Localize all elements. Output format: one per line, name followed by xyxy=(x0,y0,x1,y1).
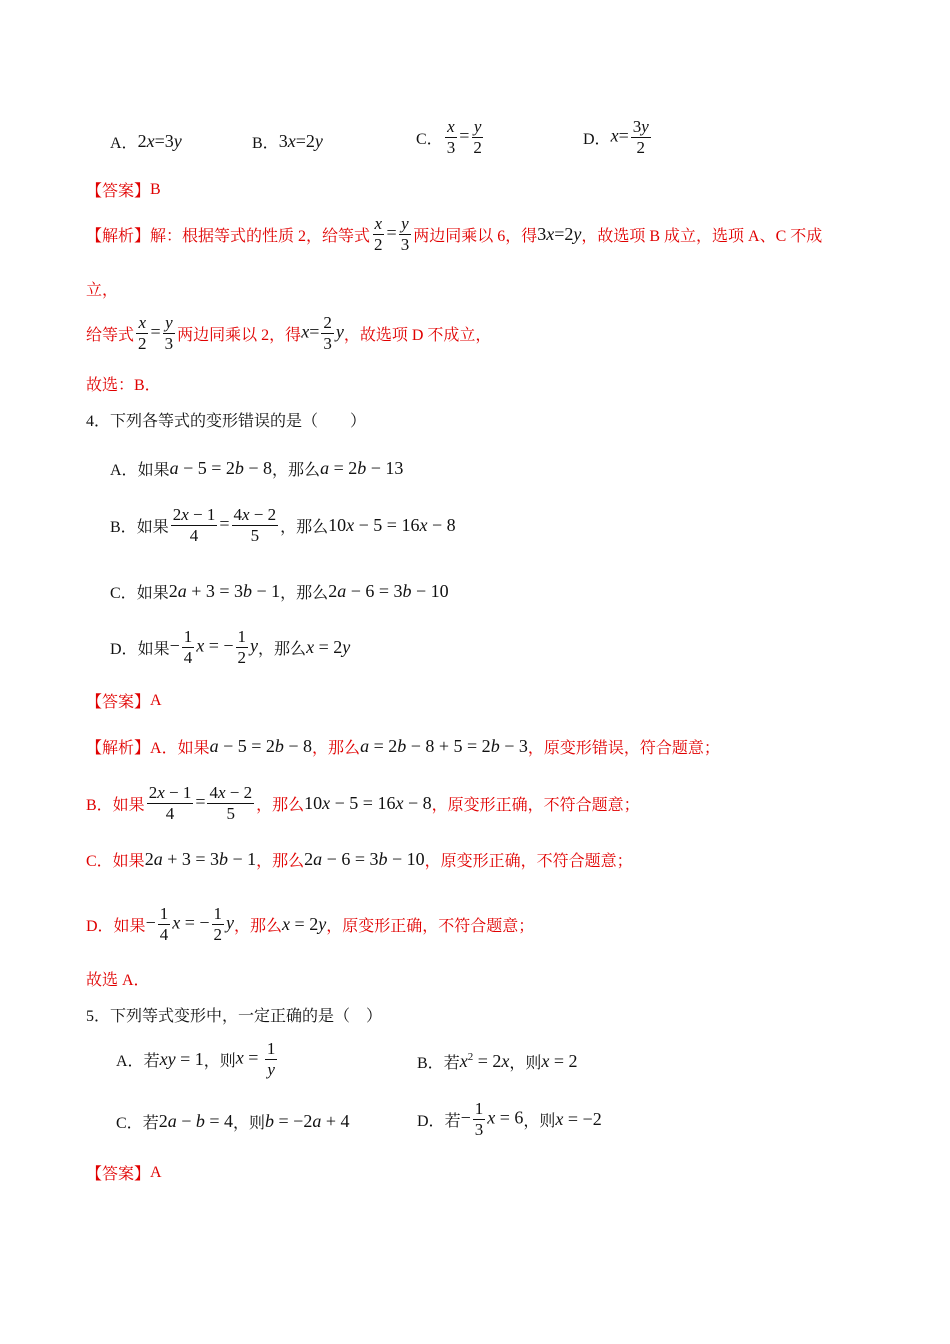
q3-option-b[interactable] xyxy=(252,130,323,153)
math-expr: x = $\frac{1}{y}$ xyxy=(235,1039,276,1079)
q4-analysis-b: B．如果 $\frac{2x - 1}{4}$ = $\frac{4x - 2}{5}$ ，那么 10x − 5 = 16x − 8 ，原变形正确，不符合题意； xyxy=(86,783,640,823)
math-expr: 2x=3y xyxy=(137,131,182,151)
math-expr: x = 2 xyxy=(541,1051,578,1071)
math-expr: 2a − b = 4 xyxy=(158,1111,234,1131)
option-label: D． xyxy=(583,130,611,148)
option-label: C． xyxy=(416,130,443,148)
math-expr: a − 5 = 2b − 8 xyxy=(169,458,273,478)
math-expr: $\frac{2x - 1}{4}$ = $\frac{4x - 2}{5}$ xyxy=(172,505,277,545)
q4-analysis-a: 【解析】 A．如果 a − 5 = 2b − 8 ，那么 a = 2b − 8 + 5 = 2b − 3 ，原变形错误，符合题意； xyxy=(86,736,720,757)
math-expr: $\frac{2x - 1}{4}$ = $\frac{4x - 2}{5}$ xyxy=(148,783,253,823)
math-expr: 2a + 3 = 3b − 1 xyxy=(144,849,257,869)
q5-stem: 5．下列等式变形中，一定正确的是（ ） xyxy=(86,1008,383,1025)
math-expr: − $\frac{1}{3}$ x = 6 xyxy=(460,1099,524,1139)
math-expr: b = −2a + 4 xyxy=(265,1111,350,1131)
q3-option-c[interactable] xyxy=(416,118,486,157)
q5-option-a[interactable]: A． 若 xy = 1 ，则 x = $\frac{1}{y}$ xyxy=(116,1040,279,1079)
math-expr: − $\frac{1}{4}$ x = − $\frac{1}{2}$ y xyxy=(169,627,259,667)
q5-answer: 【答案】 A xyxy=(86,1163,162,1183)
math-expr: a = 2b − 8 + 5 = 2b − 3 xyxy=(360,736,528,756)
q5-option-c[interactable]: C． 若 2a − b = 4 ，则 b = −2a + 4 xyxy=(116,1111,350,1132)
math-expr: a − 5 = 2b − 8 xyxy=(209,736,313,756)
q4-conclusion: 故选 A． xyxy=(86,972,150,989)
math-expr: xy = 1 xyxy=(159,1048,204,1069)
math-expr: 2a − 6 = 3b − 10 xyxy=(328,581,449,601)
math-expr: 2a + 3 = 3b − 1 xyxy=(168,581,281,601)
math-expr: a = 2b − 13 xyxy=(320,458,404,478)
q3-analysis-line1: 【解析】 解：根据等式的性质 2，给等式 $\frac{x}{2}$ = $\frac{y}{3}$ 两边同乘以 6，得 3x=2y ，故选项 B 成立，选项 A、C 不成 xyxy=(86,214,823,254)
q4-option-d[interactable]: D． 如果 − $\frac{1}{4}$ x = − $\frac{1}{2}$ y ，那么 x = 2y xyxy=(110,627,351,667)
q3-analysis-line2: 立， xyxy=(86,282,119,299)
q4-stem: 4．下列各等式的变形错误的是（ ） xyxy=(86,413,367,430)
math-expr: $\frac{x}{2}$ = $\frac{y}{3}$ xyxy=(138,313,174,353)
math-expr: $\frac{x}{3}$ = $\frac{y}{2}$ xyxy=(446,117,482,157)
q3-option-a[interactable] xyxy=(110,130,182,153)
q4-option-a[interactable]: A． 如果 a − 5 = 2b − 8 ，那么 a = 2b − 13 xyxy=(110,458,404,479)
math-expr: x = −2 xyxy=(555,1108,602,1129)
math-expr: 3x=2y xyxy=(537,223,582,244)
math-expr: x = 2y xyxy=(282,913,327,934)
math-expr: − $\frac{1}{4}$ x = − $\frac{1}{2}$ y xyxy=(145,904,235,944)
q5-option-b[interactable]: B． 若 $x^2 = 2x$ ，则 x = 2 xyxy=(417,1051,578,1072)
q3-option-d[interactable] xyxy=(583,118,653,157)
math-expr: x= $\frac{2}{3}$ y xyxy=(301,313,344,353)
q3-conclusion: 故选：B． xyxy=(86,377,161,394)
math-expr: 10x − 5 = 16x − 8 xyxy=(328,514,456,535)
q4-analysis-d: D．如果 − $\frac{1}{4}$ x = − $\frac{1}{2}$ y ，那么 x = 2y ，原变形正确，不符合题意； xyxy=(86,904,535,944)
q5-option-d[interactable]: D． 若 − $\frac{1}{3}$ x = 6 ，则 x = −2 xyxy=(417,1099,602,1139)
q3-answer: 【答案】 B xyxy=(86,180,161,200)
q4-answer: 【答案】 A xyxy=(86,691,162,711)
math-expr: $\frac{x}{2}$ = $\frac{y}{3}$ xyxy=(374,214,410,254)
q4-option-b[interactable]: B． 如果 $\frac{2x - 1}{4}$ = $\frac{4x - 2}{5}$ ，那么 10x − 5 = 16x − 8 xyxy=(110,505,456,545)
math-expr: 10x − 5 = 16x − 8 xyxy=(304,792,432,813)
option-label: A． xyxy=(110,135,138,152)
q4-analysis-c: C．如果 2a + 3 = 3b − 1 ，那么 2a − 6 = 3b − 10 ，原变形正确，不符合题意； xyxy=(86,849,633,870)
math-expr: 3x=2y xyxy=(278,131,323,151)
math-expr: $x^2 = 2x$ xyxy=(459,1051,510,1071)
q3-analysis-line3: 给等式 $\frac{x}{2}$ = $\frac{y}{3}$ 两边同乘以 2，得 x= $\frac{2}{3}$ y ，故选项 D 不成立， xyxy=(86,313,492,353)
math-expr: x= $\frac{3y}{2}$ xyxy=(610,117,649,157)
option-label: B． xyxy=(252,135,279,152)
math-expr: 2a − 6 = 3b − 10 xyxy=(304,849,425,869)
math-expr: x = 2y xyxy=(306,636,351,657)
q4-option-c[interactable]: C． 如果 2a + 3 = 3b − 1 ，那么 2a − 6 = 3b − 10 xyxy=(110,581,449,602)
